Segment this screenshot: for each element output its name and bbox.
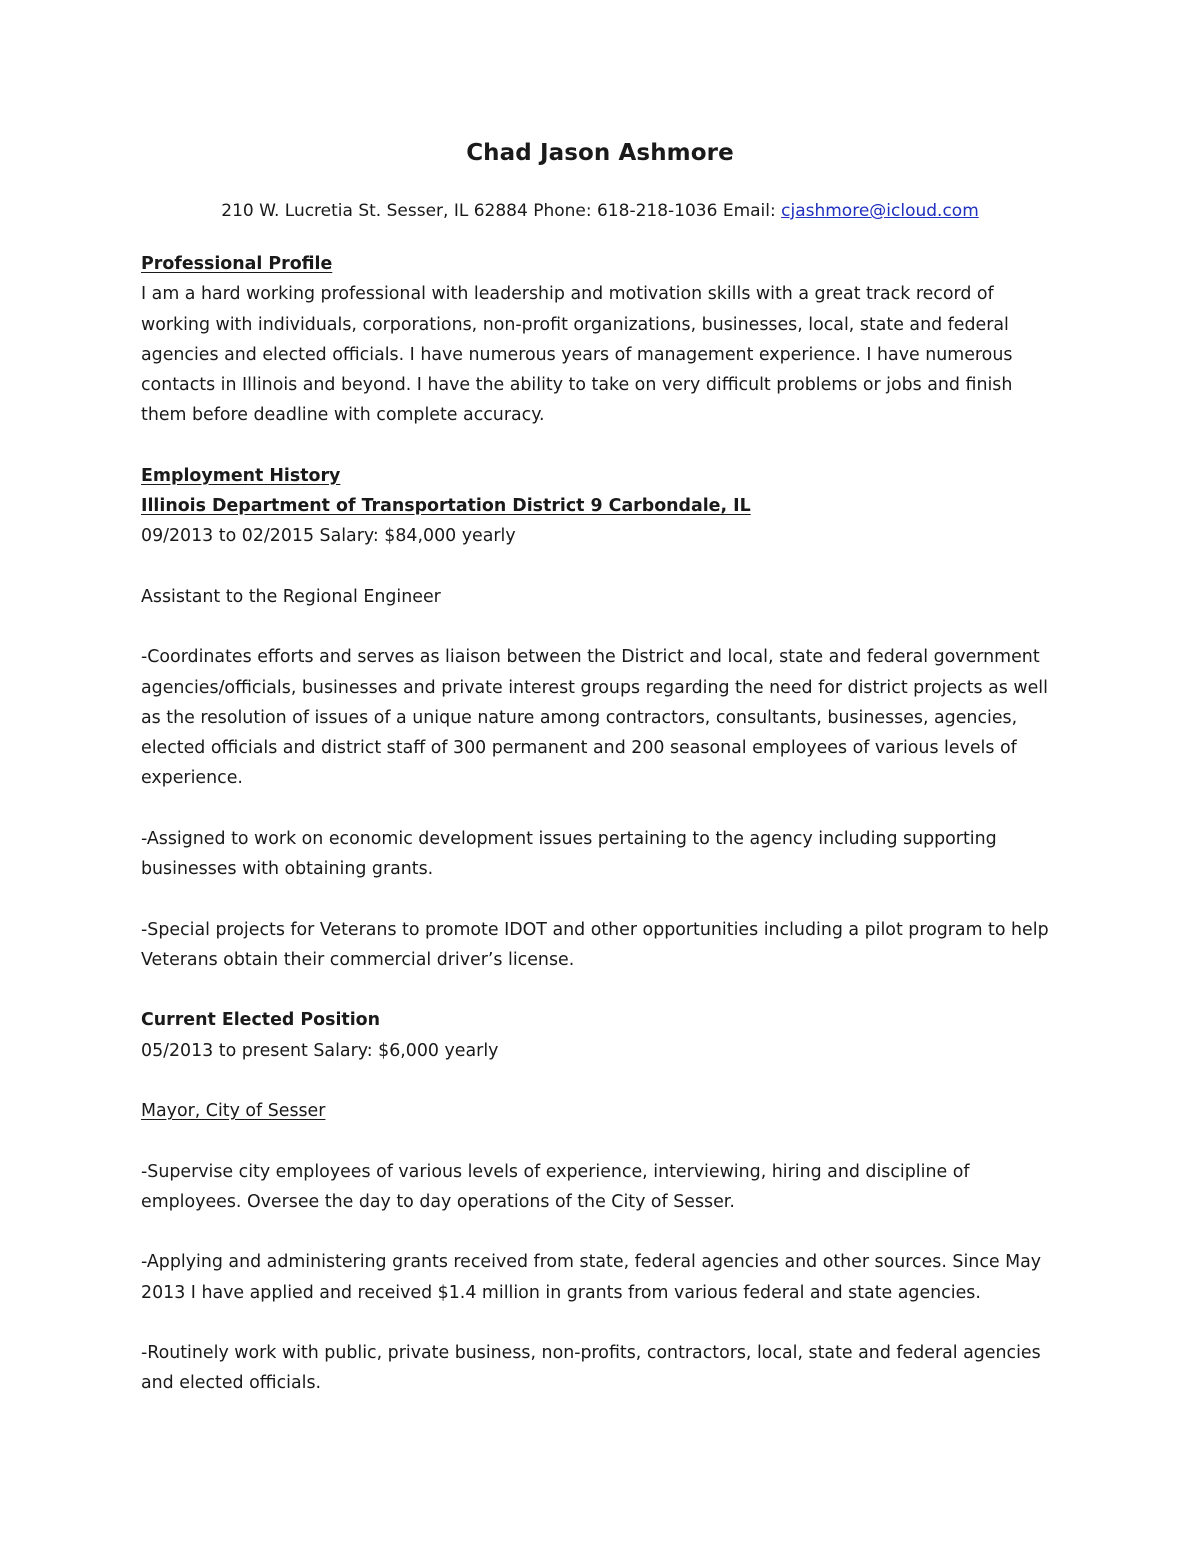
spacer — [141, 1126, 1071, 1156]
employment-duty-line: agencies/officials, businesses and private interest groups regarding the need for district projects as well — [141, 677, 1048, 698]
contact-details: 210 W. Lucretia St. Sesser, IL 62884 Phone: 618-218-1036 Email: — [221, 201, 782, 221]
spacer — [141, 612, 1071, 642]
elected-duty-line: -Routinely work with public, private business, non-profits, contractors, local, state and federal agencies — [141, 1343, 1041, 1363]
contact-line — [0, 201, 1200, 221]
spacer — [141, 431, 1071, 461]
employment-duty-line: -Assigned to work on economic development issues pertaining to the agency including supporting — [141, 828, 997, 849]
employment-duty-line: -Coordinates efforts and serves as liaison between the District and local, state and federal government — [141, 647, 1040, 668]
employment-duty-line: experience. — [141, 768, 243, 789]
spacer — [141, 1066, 1071, 1096]
employment-duty-line: businesses with obtaining grants. — [141, 859, 434, 879]
employment-duty-line: as the resolution of issues of a unique nature among contractors, consultants, businesses, agencies, — [141, 707, 1018, 728]
profile-line: working with individuals, corporations, non-profit organizations, businesses, local, state and federal — [141, 314, 1009, 335]
elected-duty-line: 2013 I have applied and received $1.4 million in grants from various federal and state agencies. — [141, 1282, 981, 1303]
resume-name: Chad Jason Ashmore — [466, 140, 734, 166]
spacer — [141, 794, 1071, 824]
elected-duty-line: employees. Oversee the day to day operations of the City of Sesser. — [141, 1191, 735, 1212]
email-link[interactable]: cjashmore@icloud.com — [781, 201, 979, 221]
elected-job-title: Mayor, City of Sesser — [141, 1101, 326, 1121]
elected-duty-line: -Supervise city employees of various levels of experience, interviewing, hiring and discipline of — [141, 1161, 970, 1182]
employment-duty-line: Veterans obtain their commercial driver’s license. — [141, 949, 575, 970]
employment-dates-salary: 09/2013 to 02/2015 Salary: $84,000 yearly — [141, 526, 516, 547]
elected-heading: Current Elected Position — [141, 1010, 381, 1031]
profile-line: contacts in Illinois and beyond. I have the ability to take on very difficult problems or jobs and finish — [141, 375, 1013, 395]
spacer — [141, 1308, 1071, 1338]
employment-job-title: Assistant to the Regional Engineer — [141, 586, 441, 607]
elected-duty-line: and elected officials. — [141, 1373, 322, 1394]
spacer — [141, 1217, 1071, 1247]
employment-heading: Employment History — [141, 465, 341, 486]
elected-duty-line: -Applying and administering grants received from state, federal agencies and other sources. Since May — [141, 1252, 1042, 1273]
profile-line: I am a hard working professional with leadership and motivation skills with a great track record of — [141, 284, 994, 305]
elected-dates-salary: 05/2013 to present Salary: $6,000 yearly — [141, 1040, 499, 1061]
employment-duty-line: -Special projects for Veterans to promote IDOT and other opportunities including a pilot program to help — [141, 919, 1049, 940]
profile-line: agencies and elected officials. I have numerous years of management experience. I have numerous — [141, 344, 1013, 365]
profile-line: them before deadline with complete accuracy. — [141, 405, 545, 426]
spacer — [141, 975, 1071, 1005]
profile-heading: Professional Profile — [141, 254, 333, 274]
spacer — [141, 552, 1071, 582]
employer-name: Illinois Department of Transportation District 9 Carbondale, IL — [141, 496, 751, 516]
spacer — [141, 884, 1071, 914]
employment-duty-line: elected officials and district staff of 300 permanent and 200 seasonal employees of various levels of — [141, 738, 1017, 758]
resume-body — [141, 249, 1071, 1399]
